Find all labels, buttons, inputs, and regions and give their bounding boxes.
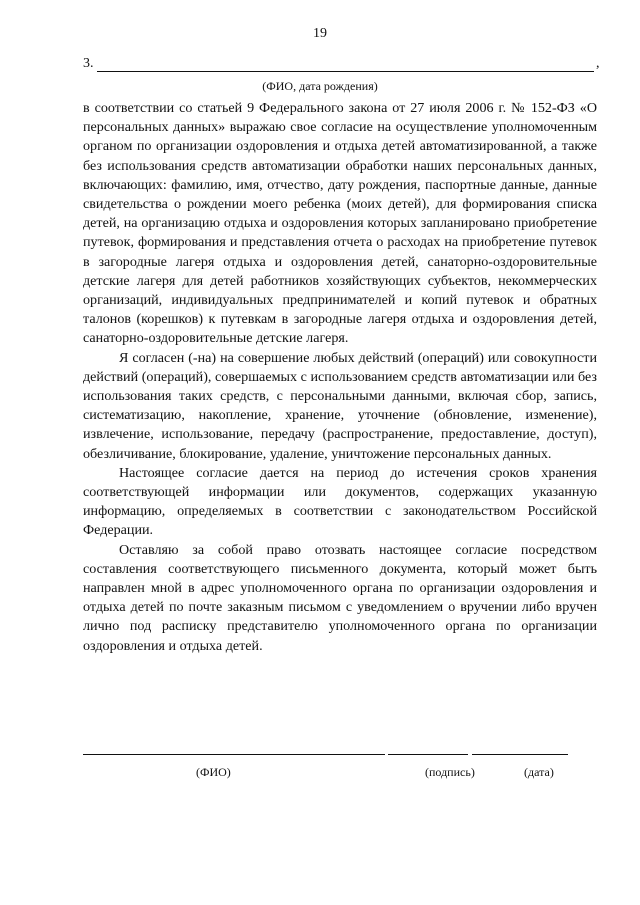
date-sign-line <box>472 754 568 755</box>
fio-birthdate-caption: (ФИО, дата рождения) <box>262 79 378 93</box>
signature-lines <box>83 754 593 756</box>
item-number: 3. <box>83 56 94 71</box>
paragraph-revocation: Оставляю за собой право отозвать настоящее согласие посредством составления соответствующего письменного документа, который может быть направлен мной в адрес уполномоченного органа по организации оздоровления и отдыха детей по почте заказным письмом с уведомлением о вручении либо вручен лично под расписку представителю уполномоченного органа по организации оздоровления и отдыха детей. <box>83 541 597 654</box>
trailing-comma: , <box>596 56 600 71</box>
fio-blank-line <box>97 71 594 72</box>
date-label: (дата) <box>524 765 554 779</box>
signature-sign-line <box>388 754 468 755</box>
paragraph-actions: Я согласен (-на) на совершение любых действий (операций) или совокупности действий (операций), совершаемых с использованием средств автоматизации или без использования таких средств, с персональными данными, включая сбор, запись, систематизацию, накопление, хранение, уточнение (обновление, изменение), извлечение, использование, передачу (распространение, предоставление, доступ), обезличивание, блокирование, удаление, уничтожение персональных данных. <box>83 349 597 462</box>
fio-birthdate-line <box>83 56 603 74</box>
fio-sign-line <box>83 754 385 755</box>
consent-text <box>83 99 597 656</box>
page-number: 19 <box>313 26 327 41</box>
signature-label: (подпись) <box>425 765 475 779</box>
paragraph-period: Настоящее согласие дается на период до истечения сроков хранения соответствующей информации или документов, содержащих указанную информацию, определяемых в соответствии с законодательством Российской Федерации. <box>83 464 597 539</box>
fio-label: (ФИО) <box>196 765 231 779</box>
paragraph-consent: в соответствии со статьей 9 Федерального закона от 27 июля 2006 г. № 152-ФЗ «О персональных данных» выражаю свое согласие на осуществление уполномоченным органом по организации оздоровления и отдыха детей автоматизированной, а также без использования средств автоматизации обработки наших персональных данных, включающих: фамилию, имя, отчество, дату рождения, паспортные данные, данные свидетельства о рождении моего ребенка (моих детей), для формирования списка детей, на организацию отдыха и оздоровления которых запланировано приобретение путевок, формирования и представления отчета о расходах на приобретение путевок в загородные лагеря отдыха и оздоровления детей, санаторно-оздоровительные детские лагеря для детей работников хозяйствующих субъектов, некоммерческих организаций, индивидуальных предпринимателей и копий путевок и обратных талонов (корешков) к путевкам в загородные лагеря отдыха и оздоровления детей, санаторно-оздоровительные детские лагеря. <box>83 100 597 347</box>
